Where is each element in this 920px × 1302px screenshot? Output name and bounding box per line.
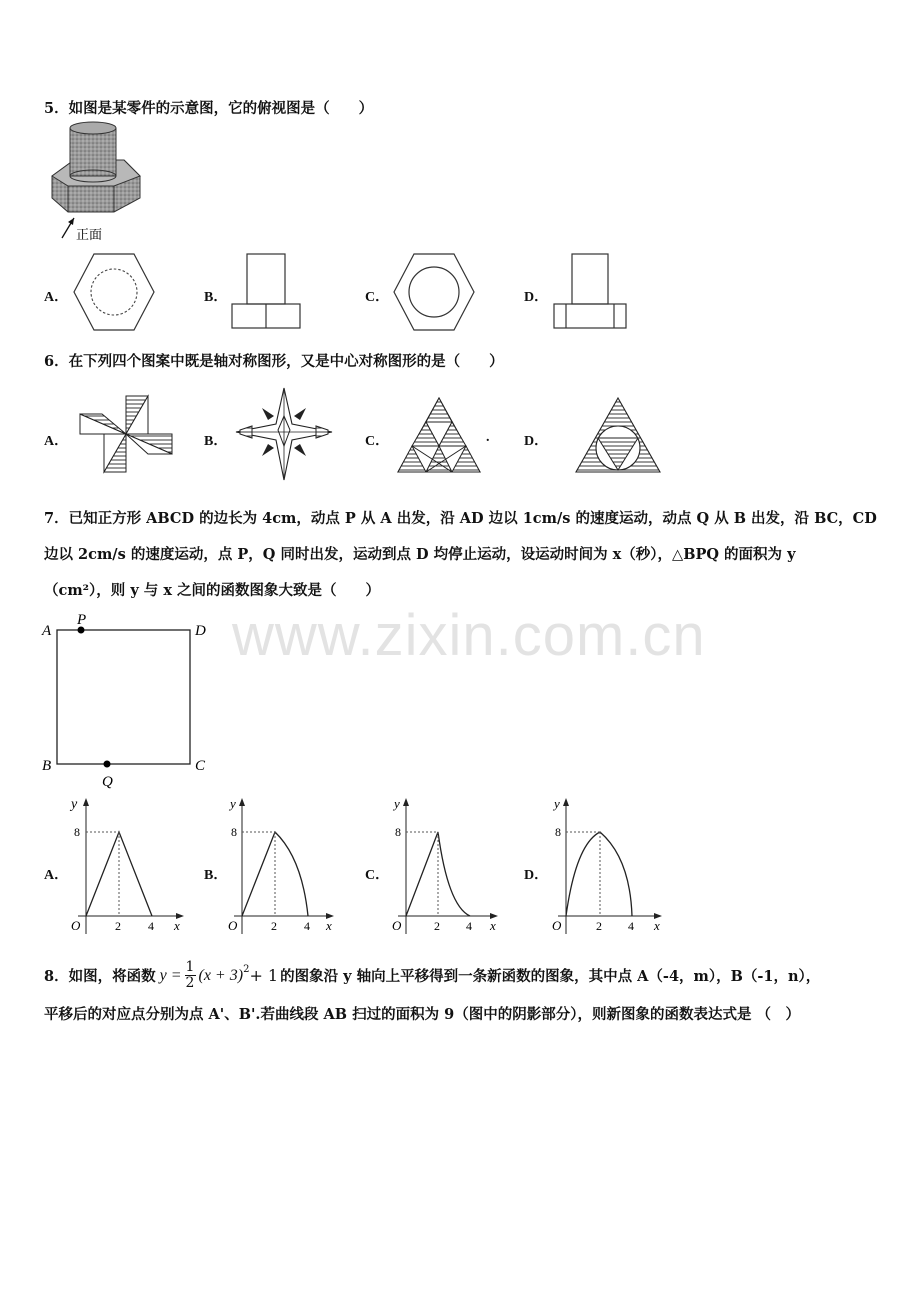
q5-option-d-figure [550, 252, 630, 332]
vertex-a-label: A [42, 623, 52, 639]
q5-option-a-label: A． [44, 290, 69, 305]
q6-option-a-pinwheel [78, 394, 174, 474]
q7-graph-a [66, 796, 186, 938]
peak-tick-label: 8 [555, 825, 561, 839]
y-axis-label: y [394, 796, 400, 811]
q7-option-c-label: C． [365, 868, 390, 883]
tick-2-label: 2 [434, 919, 440, 933]
q6-option-d-triangle-circle [574, 396, 662, 474]
x-axis-label: x [654, 918, 660, 933]
q5-part-figure [44, 118, 144, 244]
q6-option-c-triangle [396, 396, 482, 474]
q7-graph-c [390, 796, 510, 938]
q6-stray-dot: . [486, 430, 490, 445]
q8-line-1-prefix: 8．如图，将函数 [44, 968, 156, 985]
y-axis-label: y [554, 796, 560, 811]
q5-front-label: 正面 [76, 227, 103, 242]
q6-option-b-label: B． [204, 434, 228, 449]
origin-label: O [228, 918, 238, 933]
peak-tick-label: 8 [395, 825, 401, 839]
tick-2-label: 2 [271, 919, 277, 933]
tick-4-label: 4 [304, 919, 310, 933]
q7-option-d-label: D． [524, 868, 549, 883]
q8-formula-lhs: y = [159, 966, 182, 984]
y-axis-label: y [71, 797, 78, 812]
point-q-label: Q [102, 774, 113, 790]
origin-label: O [71, 918, 81, 933]
q7-option-b-label: B． [204, 868, 228, 883]
q7-line-2: 边以 2cm/s 的速度运动，点 P，Q 同时出发，运动到点 D 均停止运动，设运动时间为 x（秒），△BPQ 的面积为 y [44, 546, 796, 563]
vertex-b-label: B [42, 758, 52, 774]
q7-square-figure [40, 610, 220, 790]
q6-option-a-label: A． [44, 434, 69, 449]
q8-formula-denominator: 2 [185, 975, 195, 991]
q6-option-c-label: C． [365, 434, 390, 449]
q6-stem: 6．在下列四个图案中既是轴对称图形，又是中心对称图形的是（ ） [44, 353, 504, 370]
q5-option-a-figure [72, 252, 156, 332]
tick-4-label: 4 [466, 919, 472, 933]
q7-line-3: （cm²），则 y 与 x 之间的函数图象大致是（ ） [44, 582, 381, 599]
q5-option-b-label: B． [204, 290, 228, 305]
q8-formula-numerator: 1 [185, 959, 195, 975]
peak-tick-label: 8 [231, 825, 237, 839]
vertex-c-label: C [195, 758, 206, 774]
q8-formula-exponent: 2 [243, 964, 250, 975]
x-axis-label: x [490, 918, 496, 933]
tick-4-label: 4 [148, 919, 154, 933]
q7-line-1: 7．已知正方形 ABCD 的边长为 4cm，动点 P 从 A 出发，沿 AD 边以 1cm/s 的速度运动，动点 Q 从 B 出发，沿 BC，CD [44, 510, 877, 527]
q7-graph-b [226, 796, 346, 938]
q5-option-b-figure [230, 252, 304, 332]
q8-line-2: 平移后的对应点分别为点 A'、B'.若曲线段 AB 扫过的面积为 9（图中的阴影部分），则新图象的函数表达式是 （ ） [44, 1006, 801, 1023]
vertex-d-label: D [195, 623, 206, 639]
origin-label: O [552, 918, 562, 933]
tick-2-label: 2 [115, 919, 121, 933]
point-p-label: P [77, 612, 87, 628]
q7-graph-d [550, 796, 674, 938]
origin-label: O [392, 918, 402, 933]
q5-option-d-label: D． [524, 290, 549, 305]
q8-line-1-suffix: 的图象沿 y 轴向上平移得到一条新函数的图象，其中点 A（-4，m），B（-1，n）， [280, 968, 821, 985]
y-axis-label: y [230, 796, 236, 811]
watermark: www.zixin.com.cn [232, 603, 706, 668]
q8-formula-tail: + 1 [249, 966, 279, 985]
q8-formula-fraction [185, 960, 196, 991]
tick-2-label: 2 [596, 919, 602, 933]
x-axis-label: x [174, 918, 180, 933]
q8-line-1 [44, 960, 820, 991]
q6-option-d-label: D． [524, 434, 549, 449]
q5-option-c-figure [392, 252, 476, 332]
x-axis-label: x [326, 918, 332, 933]
tick-4-label: 4 [628, 919, 634, 933]
peak-tick-label: 8 [74, 825, 80, 839]
q6-option-b-compass-star [232, 386, 336, 482]
q5-stem: 5．如图是某零件的示意图，它的俯视图是（ ） [44, 100, 374, 117]
q5-option-c-label: C． [365, 290, 390, 305]
q8-formula-body: (x + 3) [198, 966, 244, 984]
q7-option-a-label: A． [44, 868, 69, 883]
